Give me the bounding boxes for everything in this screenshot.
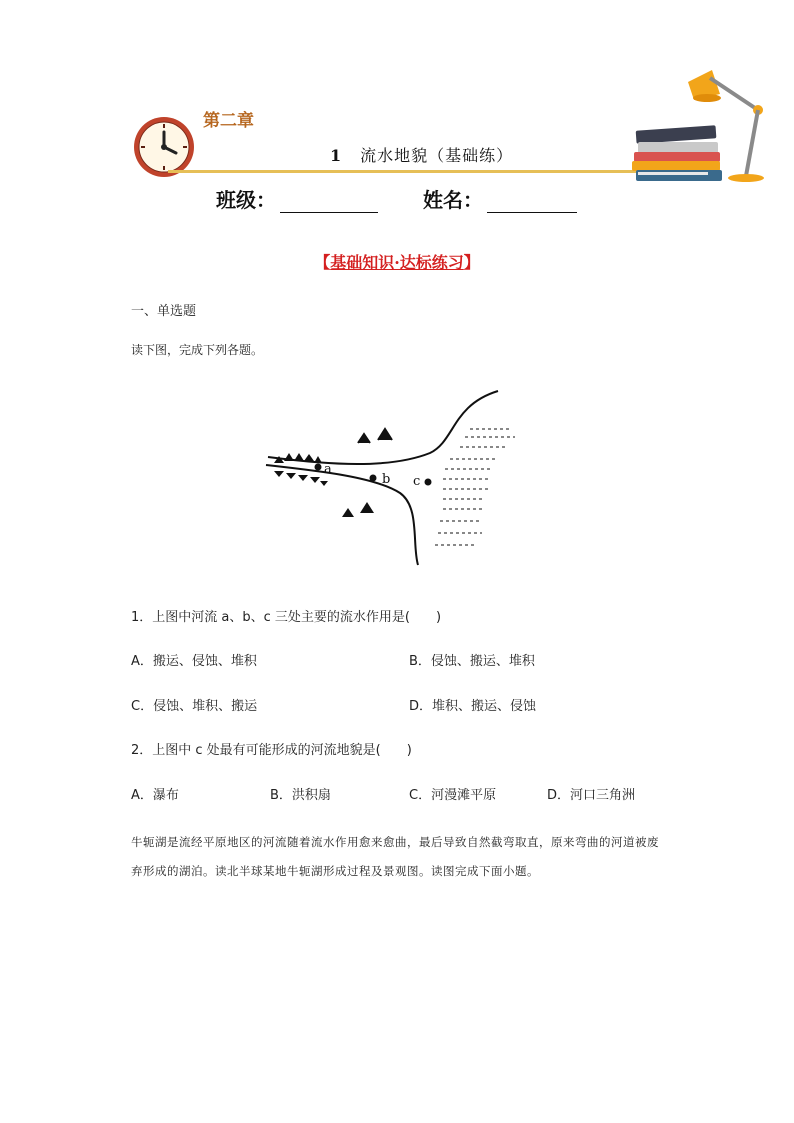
q1-option-c[interactable]: C．侵蚀、堆积、搬运 [131, 699, 258, 714]
books-icon [630, 122, 725, 184]
instruction: 读下图，完成下列各题。 [131, 343, 264, 357]
name-blank[interactable] [487, 192, 577, 213]
oxbow-lake-paragraph: 牛轭湖是流经平原地区的河流随着流水作用愈来愈曲，最后导致自然截弯取直，原来弯曲的河道被废弃形成的湖泊。读北半球某地牛轭湖形成过程及景观图。读图完成下面小题。 [131, 835, 659, 878]
class-field[interactable] [216, 184, 378, 213]
sea-hatching [435, 429, 515, 545]
class-label: 班级： [216, 188, 276, 212]
label-b: b [382, 472, 391, 487]
question-2-stem: 2．上图中 c 处最有可能形成的河流地貌是( ) [131, 743, 412, 758]
part-title: 一、单选题 [131, 304, 197, 319]
q2-option-b[interactable]: B．洪积扇 [270, 788, 331, 803]
river-figure [260, 385, 530, 570]
q1-option-d[interactable]: D．堆积、搬运、侵蚀 [409, 699, 537, 714]
section-title-text: 基础知识·达标练习 [330, 253, 464, 272]
section-bracket-right: 】 [463, 253, 480, 272]
name-field[interactable] [423, 184, 577, 213]
question-1-stem: 1．上图中河流 a、b、c 三处主要的流水作用是( ) [131, 610, 442, 625]
q2-option-a[interactable]: A．瀑布 [131, 788, 179, 803]
section-bracket-left: 【 [314, 253, 331, 272]
class-blank[interactable] [280, 192, 378, 213]
chapter-label: 第二章 [203, 111, 254, 131]
lesson-title [330, 143, 513, 166]
student-fields [216, 184, 577, 213]
label-a: a [324, 462, 332, 477]
label-c: c [413, 474, 421, 489]
header-rule [168, 170, 668, 173]
q1-option-a[interactable]: A．搬运、侵蚀、堆积 [131, 654, 257, 669]
lesson-title-text: 流水地貌（基础练） [360, 146, 514, 165]
section-title [0, 250, 794, 273]
q1-option-b[interactable]: B．侵蚀、搬运、堆积 [409, 654, 535, 669]
q2-option-c[interactable]: C．河漫滩平原 [409, 788, 497, 803]
lesson-number: 1 [330, 146, 343, 165]
name-label: 姓名： [422, 188, 483, 212]
q2-option-d[interactable]: D．河口三角洲 [547, 788, 636, 803]
